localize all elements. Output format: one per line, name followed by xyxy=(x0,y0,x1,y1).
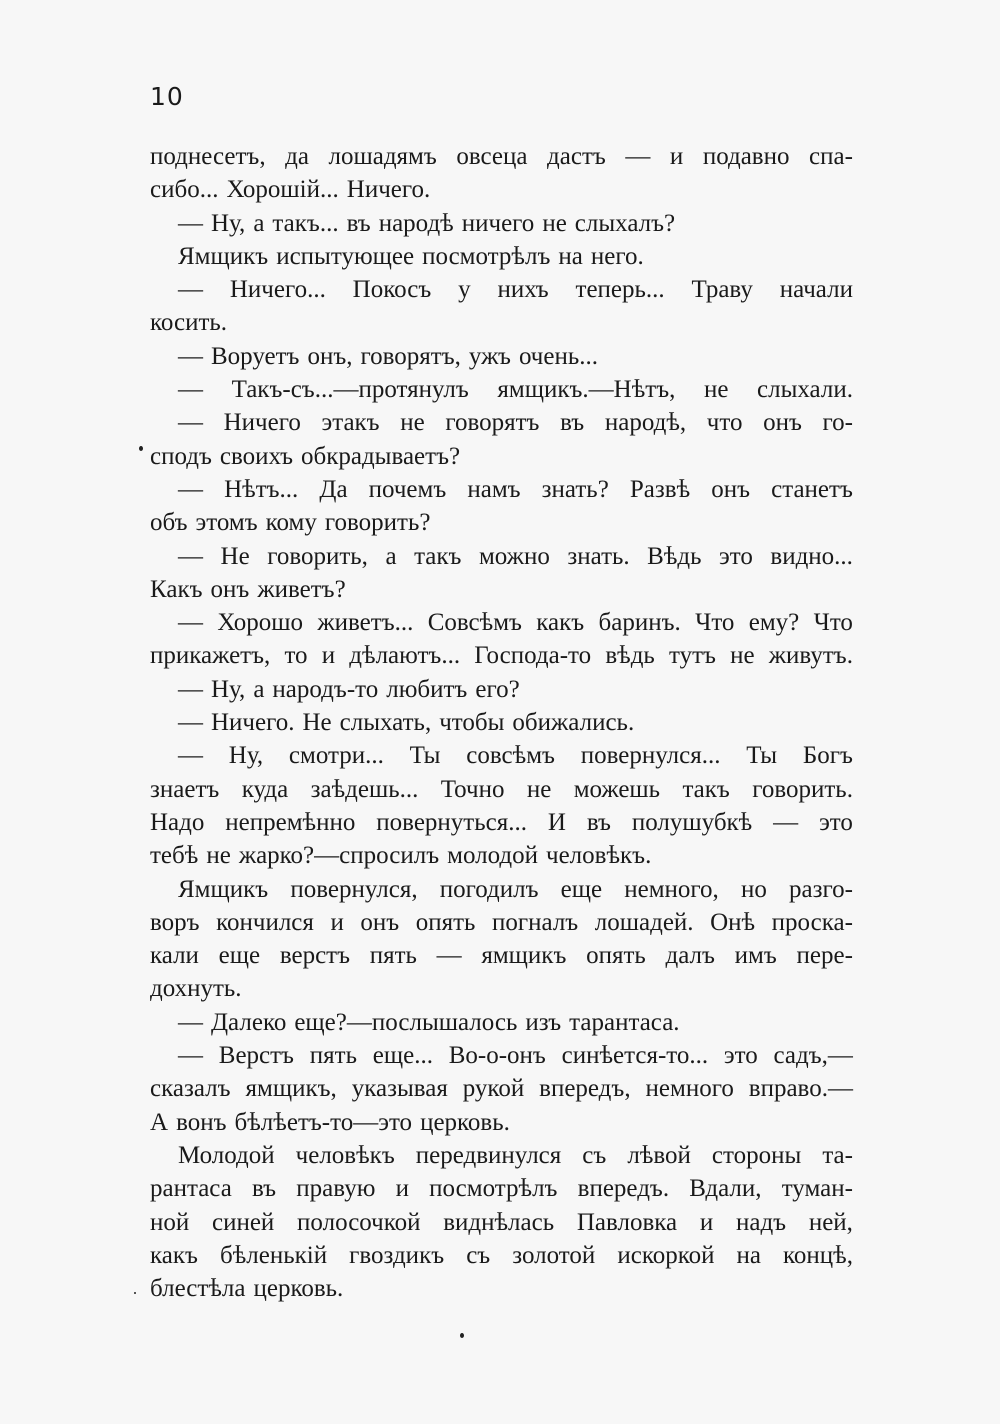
word: имъ xyxy=(734,942,777,970)
word: овсеца xyxy=(456,143,528,170)
word: Ничего... xyxy=(229,276,326,304)
word: А xyxy=(150,1108,169,1136)
word: гвоздикъ xyxy=(349,1241,445,1269)
word: Ну, xyxy=(211,675,246,703)
word: съ xyxy=(582,1141,607,1169)
word: знаетъ xyxy=(150,775,220,803)
word: еще?—послышалось xyxy=(294,1008,518,1036)
word: въ xyxy=(560,409,585,437)
text-line xyxy=(150,1239,853,1272)
word: въ xyxy=(586,808,611,836)
word: онъ, xyxy=(307,342,353,370)
word: обижались. xyxy=(512,709,635,737)
word: опять xyxy=(415,908,476,936)
word: него. xyxy=(590,242,644,270)
word: чтобы xyxy=(439,709,505,737)
text-line xyxy=(150,440,853,473)
word: повернулся... xyxy=(580,742,721,770)
word: какъ xyxy=(536,609,585,637)
word: онъ xyxy=(210,575,250,603)
word: обкрадываетъ? xyxy=(301,442,461,470)
word: Какъ xyxy=(150,575,203,603)
word: и xyxy=(699,1208,714,1236)
word: — xyxy=(178,209,203,237)
text-line xyxy=(150,1072,853,1105)
word: Воруетъ xyxy=(211,342,300,370)
word: верстъ xyxy=(279,942,351,970)
text-line xyxy=(150,473,853,506)
word: знать? xyxy=(541,475,609,503)
word: нихъ xyxy=(497,276,549,304)
word: — xyxy=(178,675,203,703)
word: не xyxy=(526,775,552,803)
word: Хорошо xyxy=(217,609,304,637)
word: дастъ xyxy=(547,143,606,170)
word: станетъ xyxy=(771,475,853,503)
word: виднѣлась xyxy=(443,1208,555,1236)
word: рукой xyxy=(462,1075,525,1103)
word: народѣ xyxy=(378,209,454,237)
word: рантаса xyxy=(150,1175,232,1203)
text-line xyxy=(150,506,853,539)
word: сказалъ xyxy=(150,1075,231,1103)
word: почемъ xyxy=(368,475,447,503)
word: надъ xyxy=(735,1208,787,1236)
word: го- xyxy=(822,409,853,437)
word: этакъ xyxy=(321,409,380,437)
word: не xyxy=(542,209,567,237)
word: — xyxy=(178,475,203,503)
word: его? xyxy=(475,675,520,703)
word: Ничего. xyxy=(211,709,295,737)
word: онъ xyxy=(763,409,802,437)
word: такъ xyxy=(414,542,462,570)
word: это xyxy=(723,1042,758,1070)
text-line xyxy=(150,273,853,306)
word: Ямщикъ xyxy=(178,875,269,903)
word: на xyxy=(558,242,583,270)
word: этомъ xyxy=(195,509,258,537)
word: ней, xyxy=(808,1208,853,1236)
word: очень... xyxy=(518,342,599,370)
word: ямщикъ.—Нѣтъ, xyxy=(497,376,676,404)
word: жарко?—спросилъ xyxy=(238,842,440,870)
word: полосочкой xyxy=(297,1208,421,1236)
word: ной xyxy=(150,1208,190,1236)
word: баринъ. xyxy=(598,609,681,637)
word: но xyxy=(740,875,767,903)
word: — xyxy=(178,1008,203,1036)
word: любитъ xyxy=(386,675,468,703)
word: что xyxy=(706,409,743,437)
word: Хорошій... xyxy=(226,176,339,204)
word: Ямщикъ xyxy=(178,242,269,270)
text-line xyxy=(150,540,853,573)
text-line xyxy=(150,340,853,373)
word: намъ xyxy=(467,475,521,503)
word: погодилъ xyxy=(439,875,539,903)
word: говорить. xyxy=(752,775,853,803)
word: Ну, xyxy=(211,209,246,237)
word: концѣ, xyxy=(783,1241,853,1269)
word: разго- xyxy=(788,875,853,903)
text-line xyxy=(150,306,853,339)
text-line xyxy=(150,873,853,906)
word: воръ xyxy=(150,908,200,936)
word: ему? xyxy=(748,609,800,637)
word: пять xyxy=(309,1042,357,1070)
word: заѣдешь... xyxy=(310,775,419,803)
word: Покосъ xyxy=(352,276,432,304)
word: правую xyxy=(296,1175,376,1203)
word: Богъ xyxy=(802,742,853,770)
word: слыхали. xyxy=(757,376,853,404)
word: тебѣ xyxy=(150,842,199,870)
print-speck xyxy=(134,1292,136,1294)
word: посмотрѣлъ xyxy=(429,1175,558,1203)
word: ужъ xyxy=(468,342,511,370)
word: сподъ xyxy=(150,442,212,470)
word: да xyxy=(285,143,309,170)
word: — xyxy=(178,342,203,370)
word: Развѣ xyxy=(629,475,691,503)
word: Ничего. xyxy=(346,176,431,204)
word: проска- xyxy=(771,908,853,936)
word: — xyxy=(773,808,799,836)
word: Ты xyxy=(409,742,441,770)
word: Онѣ xyxy=(710,908,756,936)
word: живутъ. xyxy=(768,642,853,670)
word: Молодой xyxy=(178,1141,275,1169)
word: — xyxy=(178,742,203,770)
word: Траву xyxy=(691,276,753,304)
word: вправо.— xyxy=(748,1075,853,1103)
word: повернулся, xyxy=(290,875,418,903)
word: Что xyxy=(813,609,853,637)
word: молодой xyxy=(447,842,538,870)
word: пять xyxy=(369,942,417,970)
word: — xyxy=(178,276,203,304)
word: непремѣнно xyxy=(225,808,356,836)
word: онъ xyxy=(360,908,400,936)
word: впередъ. xyxy=(577,1175,670,1203)
word: блестѣла xyxy=(150,1275,246,1303)
word: прикажетъ, xyxy=(150,642,271,670)
word: — xyxy=(178,376,203,404)
word: Вѣдь xyxy=(647,542,702,570)
word: лошадямъ xyxy=(328,143,437,170)
word: лошадей. xyxy=(594,908,694,936)
word: вѣдь xyxy=(605,642,655,670)
word: въ xyxy=(346,209,371,237)
word: у xyxy=(458,276,471,304)
print-speck xyxy=(139,446,143,451)
word: и xyxy=(330,908,344,936)
word: — xyxy=(178,542,203,570)
word: начали xyxy=(779,276,853,304)
word: въ xyxy=(252,1175,277,1203)
word: а xyxy=(253,209,265,237)
word: человѣкъ xyxy=(295,1141,395,1169)
word: можешь xyxy=(573,775,661,803)
word: не xyxy=(400,409,425,437)
word: слыхалъ? xyxy=(574,209,676,237)
text-line xyxy=(150,1106,853,1139)
word: не xyxy=(703,376,729,404)
word: искоркой xyxy=(617,1241,715,1269)
word: совсѣмъ xyxy=(466,742,555,770)
text-line xyxy=(150,673,853,706)
word: синей xyxy=(211,1208,275,1236)
word: — xyxy=(178,409,203,437)
word: — xyxy=(436,942,462,970)
word: и xyxy=(669,143,684,170)
word: говорить? xyxy=(324,509,431,537)
word: подавно xyxy=(702,143,790,170)
word: ничего xyxy=(461,209,535,237)
word: бѣленькій xyxy=(219,1241,328,1269)
text-line xyxy=(150,1006,853,1039)
word: И xyxy=(547,808,566,836)
text-line xyxy=(150,406,853,439)
word: такъ xyxy=(682,775,730,803)
word: знать. xyxy=(567,542,630,570)
word: церковь. xyxy=(420,1108,510,1136)
word: человѣкъ. xyxy=(546,842,652,870)
text-line xyxy=(150,806,853,839)
text-line xyxy=(150,573,853,606)
word: туман- xyxy=(781,1175,853,1203)
word: кому xyxy=(265,509,317,537)
word: Далеко xyxy=(211,1008,287,1036)
text-line xyxy=(150,739,853,772)
word: онъ xyxy=(711,475,751,503)
word: впередъ, xyxy=(539,1075,631,1103)
word: передвинулся xyxy=(415,1141,562,1169)
text-line xyxy=(150,140,853,173)
print-speck xyxy=(460,1333,464,1338)
word: это xyxy=(819,808,853,836)
word: слыхать, xyxy=(339,709,432,737)
word: Совсѣмъ xyxy=(427,609,522,637)
word: и xyxy=(395,1175,409,1203)
word: немного xyxy=(645,1075,734,1103)
word: — xyxy=(178,1042,203,1070)
word: а xyxy=(253,675,265,703)
word: — xyxy=(178,709,203,737)
word: Надо xyxy=(150,808,205,836)
word: указывая xyxy=(351,1075,448,1103)
word: Не xyxy=(302,709,332,737)
word: полушубкѣ xyxy=(631,808,753,836)
word: народѣ, xyxy=(604,409,687,437)
word: Во-о-онъ xyxy=(448,1042,546,1070)
word: Господа-то xyxy=(474,642,592,670)
word: и xyxy=(321,642,336,670)
word: съ xyxy=(466,1241,491,1269)
text-line xyxy=(150,1206,853,1239)
word: это xyxy=(719,542,753,570)
word: посмотрѣлъ xyxy=(422,242,551,270)
text-line xyxy=(150,1172,853,1205)
word: ямщикъ, xyxy=(245,1075,337,1103)
word: дохнуть. xyxy=(150,975,242,1003)
word: — xyxy=(178,609,203,637)
word: бѣлѣетъ-то—это xyxy=(234,1108,413,1136)
word: пере- xyxy=(796,942,853,970)
word: садъ,— xyxy=(773,1042,853,1070)
word: вонъ xyxy=(176,1108,227,1136)
text-line xyxy=(150,207,853,240)
text-line xyxy=(150,906,853,939)
word: опять xyxy=(586,942,646,970)
word: испытующее xyxy=(276,242,415,270)
text-line xyxy=(150,373,853,406)
word: на xyxy=(736,1241,761,1269)
word: Павловка xyxy=(576,1208,678,1236)
word: какъ xyxy=(150,1241,198,1269)
word: еще... xyxy=(372,1042,433,1070)
word: еще xyxy=(560,875,603,903)
word: повернуться... xyxy=(376,808,527,836)
word: дѣлаютъ... xyxy=(349,642,461,670)
word: живетъ? xyxy=(257,575,346,603)
word: Вдали, xyxy=(689,1175,762,1203)
word: такъ... xyxy=(272,209,339,237)
word: своихъ xyxy=(219,442,293,470)
word: Верстъ xyxy=(218,1042,294,1070)
page-number: 10 xyxy=(150,82,184,111)
word: тарантаса. xyxy=(569,1008,680,1036)
word: синѣется-то... xyxy=(561,1042,709,1070)
word: погналъ xyxy=(492,908,579,936)
word: Ты xyxy=(746,742,778,770)
word: ямщикъ xyxy=(481,942,567,970)
word: не xyxy=(730,642,755,670)
word: Точно xyxy=(440,775,505,803)
word: стороны xyxy=(711,1141,802,1169)
word: далъ xyxy=(665,942,715,970)
word: сибо... xyxy=(150,176,219,204)
text-line xyxy=(150,606,853,639)
word: тутъ xyxy=(669,642,716,670)
text-line xyxy=(150,773,853,806)
word: лѣвой xyxy=(627,1141,691,1169)
word: спа- xyxy=(809,143,853,170)
word: Такъ-съ...—протянулъ xyxy=(231,376,469,404)
word: Не xyxy=(220,542,250,570)
word: говорятъ, xyxy=(360,342,461,370)
word: говорить, xyxy=(267,542,368,570)
word: то xyxy=(284,642,308,670)
word: церковь. xyxy=(253,1275,344,1303)
word: кали xyxy=(150,942,199,970)
word: смотри... xyxy=(288,742,384,770)
page-text xyxy=(150,140,853,1305)
word: косить. xyxy=(150,309,228,337)
word: теперь... xyxy=(575,276,665,304)
text-line xyxy=(150,1139,853,1172)
word: Что xyxy=(695,609,735,637)
text-line xyxy=(150,240,853,273)
word: поднесетъ, xyxy=(150,143,266,170)
word: народъ-то xyxy=(272,675,379,703)
word: еще xyxy=(218,942,261,970)
word: немного, xyxy=(624,875,719,903)
word: не xyxy=(206,842,231,870)
text-line xyxy=(150,839,853,872)
word: изъ xyxy=(525,1008,562,1036)
text-line xyxy=(150,639,853,672)
word: Ничего xyxy=(223,409,301,437)
word: Да xyxy=(319,475,348,503)
word: живетъ... xyxy=(317,609,414,637)
word: Нѣтъ... xyxy=(224,475,299,503)
word: видно... xyxy=(770,542,853,570)
word: Ну, xyxy=(228,742,264,770)
word: та- xyxy=(822,1141,853,1169)
text-line xyxy=(150,972,853,1005)
word: куда xyxy=(241,775,289,803)
text-line xyxy=(150,706,853,739)
text-line xyxy=(150,1272,853,1305)
word: объ xyxy=(150,509,188,537)
text-line xyxy=(150,173,853,206)
word: золотой xyxy=(512,1241,596,1269)
word: кончился xyxy=(216,908,314,936)
text-line xyxy=(150,1039,853,1072)
word: говорятъ xyxy=(445,409,540,437)
text-line xyxy=(150,939,853,972)
word: можно xyxy=(478,542,550,570)
word: — xyxy=(625,143,651,170)
word: а xyxy=(385,542,397,570)
